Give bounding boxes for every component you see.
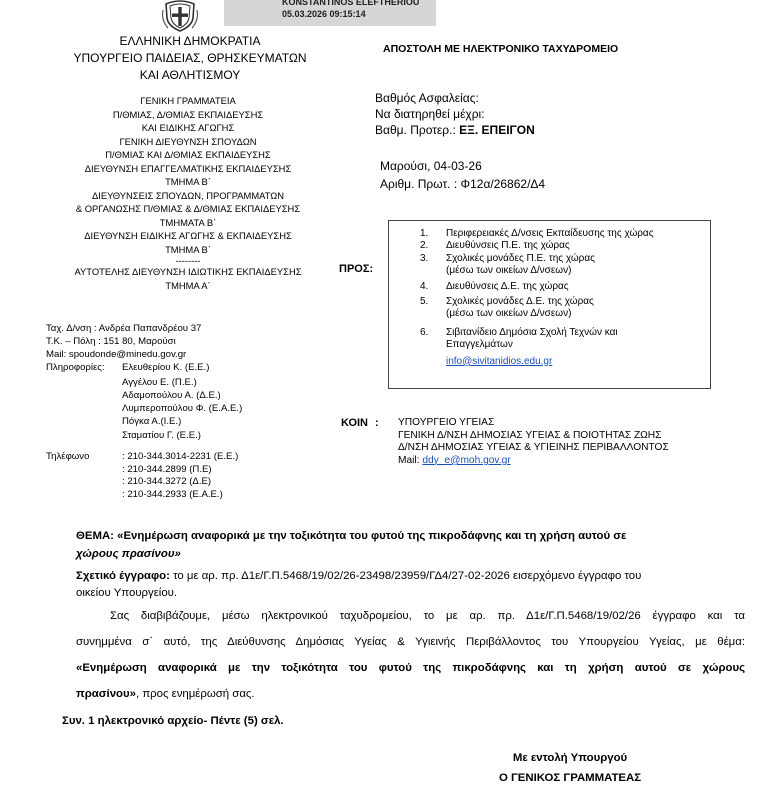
phone-number: : 210-344.3272 (Δ.Ε) <box>122 476 212 487</box>
security-level: Βαθμός Ασφαλείας: <box>375 91 479 105</box>
recipient-item: 5. Σχολικές μονάδες Δ.Ε. της χώρας <box>420 296 594 308</box>
department-line: ΚΑΙ ΕΙΔΙΚΗΣ ΑΓΩΓΗΣ <box>141 122 235 133</box>
greek-emblem-icon <box>160 0 200 32</box>
contact-postcode: Τ.Κ. – Πόλη : 151 80, Μαρούσι <box>46 335 176 347</box>
department-line: & ΟΡΓΑΝΩΣΗΣ Π/ΘΜΙΑΣ & Δ/ΘΜΙΑΣ ΕΚΠΑΙΔΕΥΣΗΣ <box>75 203 301 214</box>
priority-label: Βαθμ. Προτερ.: <box>375 123 460 137</box>
stamp-signer: KONSTANTINOS ELEFTHERIOU <box>282 0 420 7</box>
body-line-4: πρασίνου», προς ενημέρωσή σας. <box>76 688 255 700</box>
info-list-rest <box>122 376 242 442</box>
recipient-item: 4. Διευθύνσεις Δ.Ε. της χώρας <box>420 280 569 292</box>
info-person: Ελευθερίου Κ. (Ε.Ε.) <box>122 362 210 373</box>
subject-line-1: ΘΕΜΑ: «Ενημέρωση αναφορικά με την τοξικότητα του φυτού της πικροδάφνης και τη χρήση αυτού σε <box>76 530 627 542</box>
department-line: ΑΥΤΟΤΕΛΗΣ ΔΙΕΥΘΥΝΣΗ ΙΔΙΩΤΙΚΗΣ ΕΚΠΑΙΔΕΥΣΗΣ <box>74 266 302 277</box>
department-line: ΤΜΗΜΑΤΑ Β΄ <box>159 216 217 228</box>
contact-address: Ταχ. Δ/νση : Ανδρέα Παπανδρέου 37 <box>46 323 202 334</box>
attachment-note: Συν. 1 ηλεκτρονικό αρχείο- Πέντε (5) σελ. <box>62 715 284 727</box>
security-block <box>375 90 535 138</box>
info-list <box>122 362 209 375</box>
department-line: ΤΜΗΜΑ Α΄ <box>165 279 211 291</box>
info-person: Αγγέλου Ε. (Π.Ε.) <box>122 376 197 388</box>
body-line-2: συνημμένα σ΄ αυτό, της Διεύθυνσης Δημόσιας Υγείας & Υγιεινής Περιβάλλοντος του Υπουργείου Υγείας, με θέμα: <box>76 636 745 648</box>
to-label: ΠΡΟΣ: <box>339 263 374 275</box>
info-person: Σταματίου Γ. (Ε.Ε.) <box>122 429 201 441</box>
department-line: ΤΜΗΜΑ Β΄ <box>165 243 211 255</box>
priority-value: ΕΞ. ΕΠΕΙΓΟΝ <box>459 123 535 137</box>
body-line-3: «Ενημέρωση αναφορικά με την τοξικότητα του φυτού της πικροδάφνης και τη χρήση αυτού σε χώρους <box>76 662 745 674</box>
republic-title: ΕΛΛΗΝΙΚΗ ΔΗΜΟΚΡΑΤΙΑ <box>119 34 261 48</box>
place-date: Μαρούσι, 04-03-26 <box>380 159 482 173</box>
department-line: ΔΙΕΥΘΥΝΣΗ ΕΙΔΙΚΗΣ ΑΓΩΓΗΣ & ΕΚΠΑΙΔΕΥΣΗΣ <box>84 230 292 241</box>
protocol-number: Αριθμ. Πρωτ. : Φ12α/26862/Δ4 <box>380 177 546 191</box>
phone-label: Τηλέφωνο <box>46 451 90 462</box>
contact-mail-row: Mail: spoudonde@minedu.gov.gr <box>46 348 187 360</box>
cc-line: ΥΠΟΥΡΓΕΙΟ ΥΓΕΙΑΣ <box>398 417 495 428</box>
department-line: ΓΕΝΙΚΗ ΓΡΑΜΜΑΤΕΙΑ <box>140 95 236 106</box>
related-doc-line-2: οικείου Υπουργείου. <box>76 587 178 599</box>
recipient-item-cont: Επαγγελμάτων <box>446 339 513 351</box>
phone-number: : 210-344.2899 (Π.Ε) <box>122 463 212 475</box>
department-line: ΤΜΗΜΑ Β΄ <box>165 176 211 187</box>
signature-line-2: Ο ΓΕΝΙΚΟΣ ΓΡΑΜΜΑΤΕΑΣ <box>498 772 642 784</box>
related-doc-line-1: Σχετικό έγγραφο: το με αρ. πρ. Δ1ε/Γ.Π.5468/19/02/26-23498/23959/ΓΔ4/27-02-2026 εισερχόμενο έγγραφο του <box>76 570 642 582</box>
contact-block <box>46 323 201 361</box>
email-dispatch-notice: ΑΠΟΣΤΟΛΗ ΜΕ ΗΛΕΚΤΡΟΝΙΚΟ ΤΑΧΥΔΡΟΜΕΙΟ <box>383 43 619 55</box>
cc-mail-link[interactable]: ddy_e@moh.gov.gr <box>422 454 511 466</box>
recipient-item: 6. Σιβιτανίδειο Δημόσια Σχολή Τεχνών και <box>420 326 618 338</box>
department-line: ΔΙΕΥΘΥΝΣΗ ΕΠΑΓΓΕΛΜΑΤΙΚΗΣ ΕΚΠΑΙΔΕΥΣΗΣ <box>84 162 292 174</box>
body-line-1: Σας διαβιβάζουμε, μέσω ηλεκτρονικού ταχυδρομείου, το με αρ. πρ. Δ1ε/Γ.Π.5468/19/02/26 έγγραφο και τα <box>110 610 745 622</box>
subject-line-2: χώρους πρασίνου» <box>76 548 181 560</box>
info-person: Αδαμοπούλου Α. (Δ.Ε.) <box>122 389 221 401</box>
ministry-line-2: ΚΑΙ ΑΘΛΗΤΙΣΜΟΥ <box>139 68 241 82</box>
recipient-email-link[interactable]: info@sivitanidios.edu.gr <box>446 355 553 367</box>
info-label: Πληροφορίες: <box>46 362 105 373</box>
phone-number: : 210-344.3014-2231 (Ε.Ε.) <box>122 451 239 462</box>
recipient-item: 2. Διευθύνσεις Π.Ε. της χώρας <box>420 240 570 252</box>
recipient-item: 3. Σχολικές μονάδες Π.Ε. της χώρας <box>420 252 595 264</box>
phone-number: : 210-344.2933 (Ε.Α.Ε.) <box>122 488 223 500</box>
recipient-item-cont: (μέσω των οικείων Δ/νσεων) <box>446 308 572 320</box>
digital-signature-stamp <box>224 0 436 26</box>
recipient-email-row <box>420 356 654 368</box>
contact-mail[interactable]: spoudonde@minedu.gov.gr <box>68 348 187 360</box>
department-line: ΔΙΕΥΘΥΝΣΕΙΣ ΣΠΟΥΔΩΝ, ΠΡΟΓΡΑΜΜΑΤΩΝ <box>91 189 285 201</box>
cc-mail-row: Mail: ddy_e@moh.gov.gr <box>398 454 511 466</box>
reference-block <box>380 157 545 193</box>
recipients-list <box>420 228 654 368</box>
department-block <box>38 94 338 292</box>
info-person: Πόγκα Α.(Ι.Ε.) <box>122 416 182 428</box>
info-person: Λυμπεροπούλου Φ. (Ε.Α.Ε.) <box>122 403 243 415</box>
cc-colon: : <box>375 417 379 429</box>
recipient-item: 1. Περιφερειακές Δ/νσεις Εκπαίδευσης της χώρας <box>420 228 654 239</box>
department-line: Π/ΘΜΙΑΣ ΚΑΙ Δ/ΘΜΙΑΣ ΕΚΠΑΙΔΕΥΣΗΣ <box>105 149 271 160</box>
recipient-item-cont: (μέσω των οικείων Δ/νσεων) <box>446 265 572 277</box>
priority-row <box>375 122 535 138</box>
department-line: ΓΕΝΙΚΗ ΔΙΕΥΘΥΝΣΗ ΣΠΟΥΔΩΝ <box>119 135 257 147</box>
department-line: Π/ΘΜΙΑΣ, Δ/ΘΜΙΑΣ ΕΚΠΑΙΔΕΥΣΗΣ <box>112 108 264 120</box>
cc-line: Δ/ΝΣΗ ΔΗΜΟΣΙΑΣ ΥΓΕΙΑΣ & ΥΓΙΕΙΝΗΣ ΠΕΡΙΒΑΛΛΟΝΤΟΣ <box>398 442 669 454</box>
stamp-datetime: 05.03.2026 09:15:14 <box>282 9 366 19</box>
cc-line: ΓΕΝΙΚΗ Δ/ΝΣΗ ΔΗΜΟΣΙΑΣ ΥΓΕΙΑΣ & ΠΟΙΟΤΗΤΑΣ ΖΩΗΣ <box>398 429 662 441</box>
retention-period: Να διατηρηθεί μέχρι: <box>375 107 485 121</box>
phone-list <box>122 451 238 501</box>
cc-label: ΚΟΙΝ <box>341 417 368 429</box>
department-line: -------- <box>175 255 201 266</box>
cc-block <box>398 417 669 467</box>
ministry-line-1: ΥΠΟΥΡΓΕΙΟ ΠΑΙΔΕΙΑΣ, ΘΡΗΣΚΕΥΜΑΤΩΝ <box>73 51 307 65</box>
signature-line-1: Με εντολή Υπουργού <box>512 752 628 764</box>
